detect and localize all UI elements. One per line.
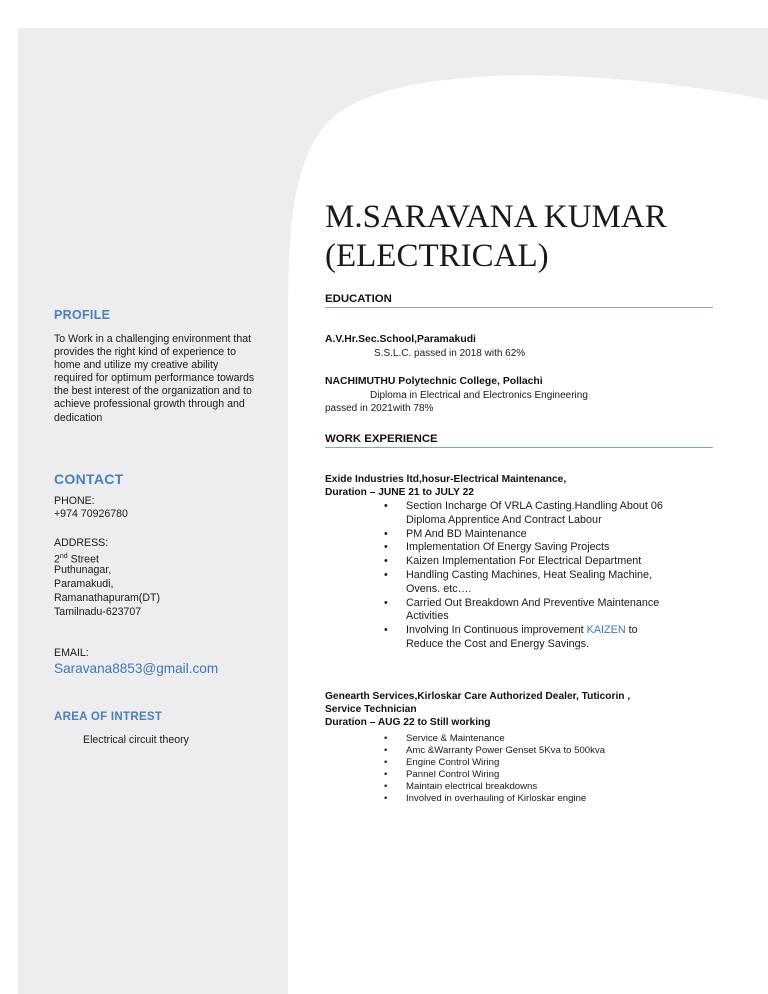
interest-item: Electrical circuit theory xyxy=(83,734,189,746)
education-heading: EDUCATION xyxy=(325,293,713,308)
address-label: ADDRESS: xyxy=(54,537,109,549)
address-line: Tamilnadu-623707 xyxy=(54,606,142,618)
candidate-name xyxy=(325,198,667,276)
address-line: Ramanathapuram(DT) xyxy=(54,592,160,604)
name-line-1: M.SARAVANA KUMAR xyxy=(325,199,667,235)
job-title: Genearth Services,Kirloskar Care Authorized Dealer, Tuticorin , xyxy=(325,691,631,702)
list-item: • Section Incharge Of VRLA Casting.Handling About 06 Diploma Apprentice And Contract Labour xyxy=(384,500,663,526)
address-line: Paramakudi, xyxy=(54,578,114,590)
school-detail: S.S.L.C. passed in 2018 with 62% xyxy=(374,348,526,359)
job-role: Service Technician xyxy=(325,704,417,715)
name-line-2: (ELECTRICAL) xyxy=(325,238,549,274)
profile-heading: PROFILE xyxy=(54,308,111,322)
list-item: • Involving In Continuous improvement KAIZEN to Reduce the Cost and Energy Savings. xyxy=(384,624,638,650)
kaizen-highlight: KAIZEN xyxy=(586,624,626,637)
college-detail: passed in 2021with 78% xyxy=(325,403,434,414)
list-item: • Service & Maintenance xyxy=(384,733,505,744)
duty-list xyxy=(384,733,674,804)
college-name: NACHIMUTHU Polytechnic College, Pollachi xyxy=(325,376,543,387)
list-item: • Maintain electrical breakdowns xyxy=(384,780,538,792)
job-duration: Duration – JUNE 21 to JULY 22 xyxy=(325,487,474,498)
list-item: • Implementation Of Energy Saving Projects xyxy=(384,541,610,554)
address-street: 2nd Street xyxy=(54,553,99,566)
list-item: • Involved in overhauling of Kirloskar engine xyxy=(384,792,587,804)
list-item: • Kaizen Implementation For Electrical Department xyxy=(384,555,642,568)
email-link[interactable]: Saravana8853@gmail.com xyxy=(54,661,219,676)
phone-value: +974 70926780 xyxy=(54,508,128,520)
duty-list xyxy=(384,500,674,652)
phone-label: PHONE: xyxy=(54,495,95,507)
work-heading: WORK EXPERIENCE xyxy=(325,433,713,448)
job-title: Exide Industries ltd,hosur-Electrical Maintenance, xyxy=(325,474,567,485)
email-label: EMAIL: xyxy=(54,647,89,659)
interest-heading: AREA OF INTREST xyxy=(54,711,163,723)
college-detail: Diploma in Electrical and Electronics Engineering xyxy=(370,390,588,401)
address-line: Puthunagar, xyxy=(54,564,112,576)
contact-heading: CONTACT xyxy=(54,471,124,487)
job-duration: Duration – AUG 22 to Still working xyxy=(325,717,491,728)
list-item: • Amc &Warranty Power Genset 5Kva to 500kva xyxy=(384,744,606,756)
list-item: • Engine Control Wiring xyxy=(384,756,500,768)
school-name: A.V.Hr.Sec.School,Paramakudi xyxy=(325,334,476,345)
list-item: • Carried Out Breakdown And Preventive Maintenance Activities xyxy=(384,596,660,623)
list-item: • PM And BD Maintenance xyxy=(384,527,527,540)
list-item: • Handling Casting Machines, Heat Sealing Machine, Ovens. etc…. xyxy=(384,568,653,595)
profile-text: To Work in a challenging environment that provides the right kind of experience to home and utilize my creative ability required for optimum performance towards the best interest of the organization and to achieve professional growth through and dedication xyxy=(54,333,255,424)
list-item: • Pannel Control Wiring xyxy=(384,768,500,780)
